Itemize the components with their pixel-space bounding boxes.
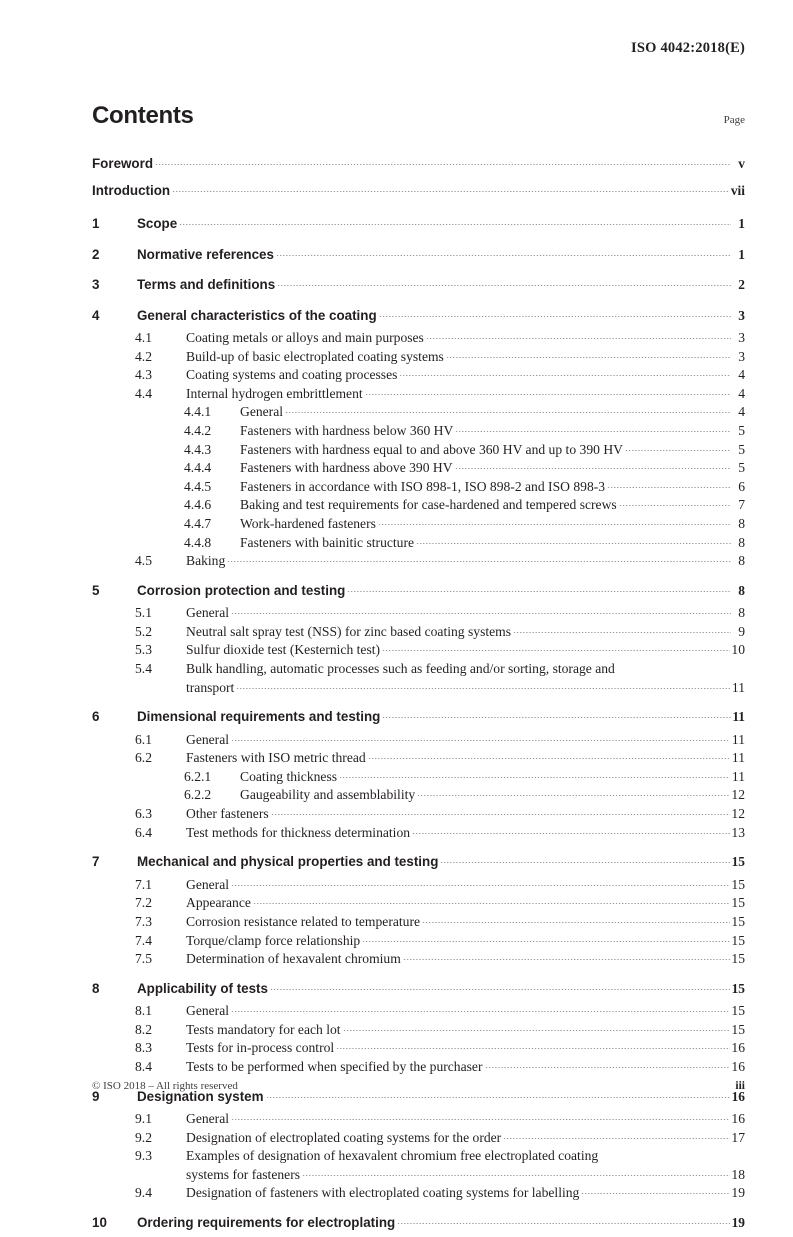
page-folio: iii bbox=[735, 1080, 745, 1092]
toc-entry-body bbox=[240, 534, 745, 553]
toc-entry-number: 6.4 bbox=[135, 824, 152, 840]
toc-entry-label: Coating systems and coating processes bbox=[186, 367, 398, 383]
toc-entry-page-number: 2 bbox=[738, 277, 745, 292]
toc-entry-body bbox=[137, 242, 745, 269]
toc-entry-page-number: 19 bbox=[731, 1185, 745, 1201]
toc-entry-label: Foreword bbox=[92, 156, 154, 171]
toc-dot-leader bbox=[412, 833, 730, 834]
toc-entry[interactable] bbox=[92, 303, 745, 330]
toc-entry[interactable] bbox=[92, 348, 745, 367]
toc-entry[interactable] bbox=[92, 441, 745, 460]
toc-entry[interactable] bbox=[92, 1210, 745, 1237]
toc-entry-page-number: vii bbox=[730, 183, 745, 198]
page-footer bbox=[92, 1080, 745, 1092]
toc-entry-page-number: 11 bbox=[731, 768, 745, 784]
toc-entry-body bbox=[186, 1002, 745, 1021]
toc-entry[interactable] bbox=[92, 552, 745, 571]
toc-entry[interactable] bbox=[92, 1147, 745, 1184]
toc-entry-number: 5 bbox=[92, 582, 100, 598]
toc-entry-body bbox=[240, 496, 745, 515]
toc-entry-label: Bulk handling, automatic processes such as feeding and/or sorting, storage and bbox=[186, 661, 615, 676]
toc-entry-number: 4.4.1 bbox=[184, 404, 212, 420]
toc-dot-leader bbox=[503, 1138, 730, 1139]
toc-entry-label: Sulfur dioxide test (Kesternich test) bbox=[186, 642, 381, 658]
toc-entry-number: 4.4.5 bbox=[184, 478, 212, 494]
toc-dot-leader bbox=[422, 922, 730, 923]
toc-entry-body bbox=[137, 849, 745, 876]
toc-entry-page-number: 13 bbox=[731, 824, 745, 840]
toc-entry-body bbox=[240, 422, 745, 441]
toc-entry-number: 6.2.1 bbox=[184, 768, 212, 784]
toc-entry-label: Examples of designation of hexavalent chromium free electroplated coating bbox=[186, 1148, 599, 1164]
toc-entry-number: 4.4.8 bbox=[184, 534, 212, 550]
toc-entry-page-number: 15 bbox=[731, 876, 745, 892]
toc-entry-body bbox=[137, 578, 745, 605]
toc-entry-page-number: 8 bbox=[738, 534, 745, 550]
toc-entry-page-number: 15 bbox=[731, 932, 745, 948]
toc-dot-leader bbox=[231, 1119, 730, 1120]
toc-dot-leader bbox=[271, 814, 730, 815]
toc-dot-leader bbox=[426, 338, 731, 339]
toc-entry-page-number: 3 bbox=[738, 307, 745, 323]
toc-dot-leader bbox=[455, 431, 730, 432]
toc-entry-body bbox=[240, 768, 745, 787]
toc-entry-number: 8 bbox=[92, 980, 100, 996]
toc-entry[interactable] bbox=[92, 805, 745, 824]
toc-entry-label: Introduction bbox=[92, 183, 171, 198]
toc-dot-leader bbox=[485, 1067, 730, 1068]
toc-entry-page-number: 15 bbox=[731, 895, 745, 911]
toc-entry-body bbox=[186, 1021, 745, 1040]
toc-entry[interactable] bbox=[92, 876, 745, 895]
toc-entry-body bbox=[240, 459, 745, 478]
toc-entry-number: 7.2 bbox=[135, 895, 152, 911]
toc-entry-label: Fasteners with ISO metric thread bbox=[186, 750, 366, 766]
toc-entry[interactable] bbox=[92, 604, 745, 623]
toc-entry-body bbox=[186, 749, 745, 768]
toc-entry-page-number: 6 bbox=[738, 478, 745, 494]
toc-entry-body bbox=[240, 786, 745, 805]
toc-entry[interactable] bbox=[92, 1129, 745, 1148]
toc-entry-page-number: 15 bbox=[731, 1003, 745, 1019]
toc-entry-page-number: 16 bbox=[731, 1111, 745, 1127]
toc-entry-body bbox=[186, 660, 745, 697]
toc-entry-page-number: 4 bbox=[738, 385, 745, 401]
toc-entry-number: 6.1 bbox=[135, 731, 152, 747]
toc-entry-number: 4.2 bbox=[135, 348, 152, 364]
toc-entry-body bbox=[186, 623, 745, 642]
toc-entry-body bbox=[186, 824, 745, 843]
toc-entry[interactable] bbox=[92, 329, 745, 348]
toc-entry-number: 6 bbox=[92, 709, 100, 725]
toc-entry-number: 7.1 bbox=[135, 876, 152, 892]
toc-entry-body bbox=[186, 913, 745, 932]
toc-entry-body bbox=[186, 604, 745, 623]
toc-entry-body bbox=[186, 932, 745, 951]
toc-entry-body bbox=[240, 478, 745, 497]
toc-entry[interactable] bbox=[92, 422, 745, 441]
toc-entry-body bbox=[186, 1058, 745, 1077]
toc-entry-body bbox=[186, 950, 745, 969]
toc-entry-label: General characteristics of the coating bbox=[137, 307, 377, 323]
toc-entry-number: 8.1 bbox=[135, 1003, 152, 1019]
toc-entry-page-number: 15 bbox=[731, 913, 745, 929]
toc-dot-leader bbox=[266, 1097, 731, 1098]
toc-entry[interactable] bbox=[92, 932, 745, 951]
toc-entry-page-number: 1 bbox=[738, 246, 745, 262]
toc-entry-body bbox=[240, 441, 745, 460]
toc-entry[interactable] bbox=[92, 1039, 745, 1058]
toc-dot-leader bbox=[382, 650, 730, 651]
toc-entry-label: Designation system bbox=[137, 1088, 264, 1104]
toc-entry[interactable] bbox=[92, 515, 745, 534]
toc-entry[interactable] bbox=[92, 272, 745, 299]
toc-entry-body bbox=[186, 731, 745, 750]
toc-dot-leader bbox=[368, 758, 731, 759]
toc-entry-page-number: 4 bbox=[738, 367, 745, 383]
toc-entry-page-number: 15 bbox=[731, 980, 745, 996]
toc-entry-label: General bbox=[186, 605, 230, 621]
toc-entry-body bbox=[186, 348, 745, 367]
toc-entry-label-continued: transport bbox=[186, 679, 235, 695]
toc-entry-number: 9.1 bbox=[135, 1111, 152, 1127]
toc-entry[interactable] bbox=[92, 768, 745, 787]
toc-entry-label: General bbox=[186, 731, 230, 747]
toc-dot-leader bbox=[365, 394, 731, 395]
toc-entry-body bbox=[92, 150, 745, 177]
toc-entry-label: Fasteners with bainitic structure bbox=[240, 534, 415, 550]
toc-entry-body bbox=[186, 1184, 745, 1203]
toc-entry-label: General bbox=[186, 1003, 230, 1019]
toc-entry-label: Baking and test requirements for case-hardened and tempered screws bbox=[240, 497, 617, 513]
toc-entry[interactable] bbox=[92, 894, 745, 913]
toc-entry-page-number: 5 bbox=[738, 441, 745, 457]
toc-entry[interactable] bbox=[92, 749, 745, 768]
toc-dot-leader bbox=[382, 717, 730, 718]
toc-entry-label: Determination of hexavalent chromium bbox=[186, 951, 401, 967]
toc-entry-number: 3 bbox=[92, 277, 100, 292]
toc-entry-page-number: 3 bbox=[738, 348, 745, 364]
toc-entry-number: 5.1 bbox=[135, 605, 152, 621]
toc-dot-leader bbox=[347, 591, 730, 592]
toc-dot-leader bbox=[455, 468, 731, 469]
toc-entry-body bbox=[186, 552, 745, 571]
toc-entry-page-number: 16 bbox=[731, 1040, 745, 1056]
toc-dot-leader bbox=[440, 862, 730, 863]
toc-entry-label: Internal hydrogen embrittlement bbox=[186, 385, 363, 401]
toc-entry-label: Applicability of tests bbox=[137, 980, 268, 996]
toc-entry-label: Corrosion resistance related to temperature bbox=[186, 913, 421, 929]
toc-entry-number: 7.4 bbox=[135, 932, 152, 948]
toc-entry-number: 4.4.4 bbox=[184, 460, 212, 476]
toc-entry-number: 9.4 bbox=[135, 1185, 152, 1201]
toc-entry[interactable] bbox=[92, 177, 745, 204]
toc-entry[interactable] bbox=[92, 150, 745, 177]
toc-entry-page-number: 16 bbox=[731, 1088, 745, 1104]
toc-entry-label: Other fasteners bbox=[186, 806, 269, 822]
toc-entry-label: Work-hardened fasteners bbox=[240, 515, 376, 531]
toc-dot-leader bbox=[231, 613, 730, 614]
toc-dot-leader bbox=[403, 959, 730, 960]
toc-entry-page-number: 15 bbox=[731, 854, 745, 870]
toc-entry-number: 5.2 bbox=[135, 623, 152, 639]
toc-entry-number: 4 bbox=[92, 307, 100, 323]
toc-entry-body bbox=[137, 976, 745, 1003]
toc-entry[interactable] bbox=[92, 534, 745, 553]
toc-entry-page-number: 11 bbox=[731, 750, 745, 766]
toc-dot-leader bbox=[276, 255, 731, 256]
toc-dot-leader bbox=[397, 1223, 730, 1224]
toc-entry-page-number: 8 bbox=[738, 515, 745, 531]
toc-entry[interactable] bbox=[92, 786, 745, 805]
toc-entry-body bbox=[186, 1039, 745, 1058]
toc-entry-body bbox=[186, 1110, 745, 1129]
toc-entry-label: General bbox=[186, 876, 230, 892]
toc-entry-page-number: 5 bbox=[738, 460, 745, 476]
toc-dot-leader bbox=[417, 795, 730, 796]
toc-dot-leader bbox=[379, 316, 731, 317]
toc-entry-label: Corrosion protection and testing bbox=[137, 582, 346, 598]
toc-dot-leader bbox=[179, 224, 730, 225]
toc-entry-body bbox=[137, 1210, 745, 1237]
toc-entry-page-number: 8 bbox=[738, 582, 745, 598]
toc-entry-page-number: 3 bbox=[738, 330, 745, 345]
toc-entry-number: 5.4 bbox=[135, 661, 152, 676]
toc-entry-page-number: 1 bbox=[738, 216, 745, 231]
toc-entry[interactable] bbox=[92, 950, 745, 969]
toc-entry-page-number: 15 bbox=[731, 951, 745, 967]
toc-entry-page-number: 19 bbox=[731, 1215, 745, 1231]
toc-dot-leader bbox=[302, 1175, 730, 1176]
toc-entry-body bbox=[186, 894, 745, 913]
toc-entry[interactable] bbox=[92, 1002, 745, 1021]
toc-entry[interactable] bbox=[92, 578, 745, 605]
toc-entry-number: 4.4.3 bbox=[184, 441, 212, 457]
toc-entry[interactable] bbox=[92, 623, 745, 642]
toc-dot-leader bbox=[285, 412, 730, 413]
toc-dot-leader bbox=[513, 632, 730, 633]
toc-entry-label: Designation of electroplated coating systems for the order bbox=[186, 1129, 502, 1145]
contents-title-row bbox=[92, 103, 745, 129]
toc-entry-label: Dimensional requirements and testing bbox=[137, 709, 381, 725]
toc-entry-number: 4.4 bbox=[135, 385, 152, 401]
toc-entry-number: 4.3 bbox=[135, 367, 152, 383]
toc-entry[interactable] bbox=[92, 913, 745, 932]
toc-entry-number: 8.4 bbox=[135, 1059, 152, 1074]
copyright-notice: © ISO 2018 – All rights reserved bbox=[92, 1080, 238, 1092]
toc-entry-label: Test methods for thickness determination bbox=[186, 824, 411, 840]
toc-entry-page-number: 12 bbox=[731, 806, 745, 822]
toc-entry[interactable] bbox=[92, 1021, 745, 1040]
toc-entry-number: 4.4.7 bbox=[184, 515, 212, 531]
toc-entry-label: Baking bbox=[186, 553, 226, 569]
toc-entry-page-number: 11 bbox=[731, 679, 745, 695]
toc-dot-leader bbox=[270, 989, 730, 990]
toc-entry-page-number: 8 bbox=[738, 605, 745, 621]
toc-dot-leader bbox=[343, 1030, 730, 1031]
toc-entry-label: Scope bbox=[137, 216, 178, 231]
toc-entry-body bbox=[186, 805, 745, 824]
toc-entry[interactable] bbox=[92, 824, 745, 843]
toc-entry-number: 6.3 bbox=[135, 806, 152, 822]
toc-entry-page-number: v bbox=[738, 156, 745, 171]
toc-entry-number: 4.1 bbox=[135, 330, 152, 345]
toc-entry-body bbox=[186, 1147, 745, 1184]
toc-entry-label: Appearance bbox=[186, 895, 251, 911]
toc-entry-number: 4.4.6 bbox=[184, 497, 212, 513]
toc-entry-label: Fasteners with hardness equal to and above 360 HV and up to 390 HV bbox=[240, 441, 623, 457]
toc-entry-label: Normative references bbox=[137, 246, 274, 262]
toc-dot-leader bbox=[227, 561, 730, 562]
toc-entry-page-number: 5 bbox=[738, 422, 745, 438]
toc-entry[interactable] bbox=[92, 403, 745, 422]
toc-entry-label: General bbox=[240, 404, 284, 420]
toc-entry-body bbox=[137, 303, 745, 330]
toc-entry-label: Fasteners with hardness above 390 HV bbox=[240, 460, 453, 476]
toc-entry-label: Terms and definitions bbox=[137, 277, 276, 292]
toc-entry-label: Ordering requirements for electroplating bbox=[137, 1215, 396, 1231]
toc-entry[interactable] bbox=[92, 385, 745, 404]
toc-entry-label: Neutral salt spray test (NSS) for zinc based coating systems bbox=[186, 623, 512, 639]
toc-entry[interactable] bbox=[92, 242, 745, 269]
toc-entry[interactable] bbox=[92, 849, 745, 876]
toc-entry-list bbox=[92, 150, 745, 1237]
toc-dot-leader bbox=[416, 543, 730, 544]
toc-entry-label: Build-up of basic electroplated coating systems bbox=[186, 348, 444, 364]
toc-entry-page-number: 18 bbox=[731, 1166, 745, 1182]
toc-entry-number: 10 bbox=[92, 1215, 107, 1231]
toc-entry-label: Fasteners with hardness below 360 HV bbox=[240, 422, 454, 438]
toc-entry-page-number: 15 bbox=[731, 1021, 745, 1037]
toc-entry-body bbox=[240, 515, 745, 534]
toc-entry-number: 7.3 bbox=[135, 913, 152, 929]
page-column-header: Page bbox=[723, 114, 745, 126]
toc-dot-leader bbox=[607, 487, 730, 488]
toc-dot-leader bbox=[172, 191, 729, 192]
toc-entry-label: Coating thickness bbox=[240, 768, 338, 784]
toc-dot-leader bbox=[619, 505, 731, 506]
toc-entry-number: 8.2 bbox=[135, 1021, 152, 1037]
toc-dot-leader bbox=[231, 740, 730, 741]
toc-entry-number: 5.3 bbox=[135, 642, 152, 658]
toc-entry[interactable] bbox=[92, 1058, 745, 1077]
toc-entry-label: Tests to be performed when specified by the purchaser bbox=[186, 1059, 483, 1074]
toc-entry-label: General bbox=[186, 1111, 230, 1127]
toc-dot-leader bbox=[155, 164, 730, 165]
toc-entry-label: Tests mandatory for each lot bbox=[186, 1021, 341, 1037]
toc-entry-page-number: 8 bbox=[738, 553, 745, 569]
toc-entry[interactable] bbox=[92, 1184, 745, 1203]
toc-entry-body bbox=[186, 1129, 745, 1148]
toc-entry-body bbox=[186, 876, 745, 895]
toc-entry-page-number: 11 bbox=[731, 731, 745, 747]
toc-entry-body bbox=[186, 641, 745, 660]
toc-entry-page-number: 4 bbox=[738, 404, 745, 420]
toc-entry-number: 7 bbox=[92, 854, 100, 870]
toc-dot-leader bbox=[378, 524, 731, 525]
toc-entry-page-number: 7 bbox=[738, 497, 745, 513]
standard-reference-header: ISO 4042:2018(E) bbox=[631, 40, 745, 56]
toc-entry-number: 2 bbox=[92, 246, 100, 262]
toc-dot-leader bbox=[446, 357, 731, 358]
toc-entry[interactable] bbox=[92, 1110, 745, 1129]
toc-entry-page-number: 16 bbox=[731, 1059, 745, 1074]
toc-entry-page-number: 11 bbox=[732, 709, 745, 725]
toc-entry-body bbox=[92, 177, 745, 204]
toc-entry-number: 8.3 bbox=[135, 1040, 152, 1056]
toc-dot-leader bbox=[581, 1193, 730, 1194]
toc-entry[interactable] bbox=[92, 731, 745, 750]
toc-entry-page-number: 12 bbox=[731, 787, 745, 803]
toc-entry[interactable] bbox=[92, 660, 745, 697]
toc-entry-body bbox=[137, 704, 745, 731]
toc-entry-label-continued: systems for fasteners bbox=[186, 1166, 301, 1182]
toc-entry-page-number: 17 bbox=[731, 1129, 745, 1145]
toc-entry-label: Fasteners in accordance with ISO 898-1, ISO 898-2 and ISO 898-3 bbox=[240, 478, 606, 494]
toc-dot-leader bbox=[253, 903, 730, 904]
toc-dot-leader bbox=[362, 941, 730, 942]
toc-entry-page-number: 10 bbox=[731, 642, 745, 658]
toc-entry[interactable] bbox=[92, 704, 745, 731]
toc-dot-leader bbox=[236, 688, 730, 689]
toc-entry-body bbox=[240, 403, 745, 422]
toc-dot-leader bbox=[339, 777, 730, 778]
page-title: Contents bbox=[92, 102, 194, 129]
toc-entry-page-number: 9 bbox=[738, 623, 745, 639]
toc-entry-label: Gaugeability and assemblability bbox=[240, 787, 416, 803]
toc-entry-body bbox=[186, 385, 745, 404]
toc-dot-leader bbox=[231, 1011, 730, 1012]
toc-entry[interactable] bbox=[92, 976, 745, 1003]
toc-dot-leader bbox=[231, 885, 730, 886]
toc-entry[interactable] bbox=[92, 641, 745, 660]
toc-entry-body bbox=[137, 272, 745, 299]
toc-entry-body bbox=[186, 329, 745, 348]
toc-entry[interactable] bbox=[92, 478, 745, 497]
toc-entry-number: 9 bbox=[92, 1088, 100, 1104]
toc-entry-label: Coating metals or alloys and main purposes bbox=[186, 330, 424, 345]
toc-dot-leader bbox=[277, 285, 730, 286]
toc-entry[interactable] bbox=[92, 366, 745, 385]
toc-entry-number: 7.5 bbox=[135, 951, 152, 967]
toc-dot-leader bbox=[399, 375, 730, 376]
toc-entry-number: 6.2 bbox=[135, 750, 152, 766]
toc-entry-label: Mechanical and physical properties and testing bbox=[137, 854, 439, 870]
toc-entry-body bbox=[137, 211, 745, 238]
toc-entry-number: 6.2.2 bbox=[184, 787, 212, 803]
toc-dot-leader bbox=[625, 450, 731, 451]
toc-entry[interactable] bbox=[92, 459, 745, 478]
toc-entry-number: 1 bbox=[92, 216, 100, 231]
toc-entry-label: Torque/clamp force relationship bbox=[186, 932, 361, 948]
toc-entry-body bbox=[186, 366, 745, 385]
toc-entry[interactable] bbox=[92, 496, 745, 515]
toc-entry-number: 9.2 bbox=[135, 1129, 152, 1145]
toc-entry-number: 4.5 bbox=[135, 553, 152, 569]
toc-entry-number: 9.3 bbox=[135, 1148, 152, 1164]
toc-dot-leader bbox=[336, 1048, 730, 1049]
table-of-contents bbox=[92, 103, 745, 1237]
toc-entry-label: Tests for in-process control bbox=[186, 1040, 335, 1056]
toc-entry[interactable] bbox=[92, 211, 745, 238]
toc-entry-number: 4.4.2 bbox=[184, 422, 212, 438]
toc-entry-label: Designation of fasteners with electroplated coating systems for labelling bbox=[186, 1185, 580, 1201]
